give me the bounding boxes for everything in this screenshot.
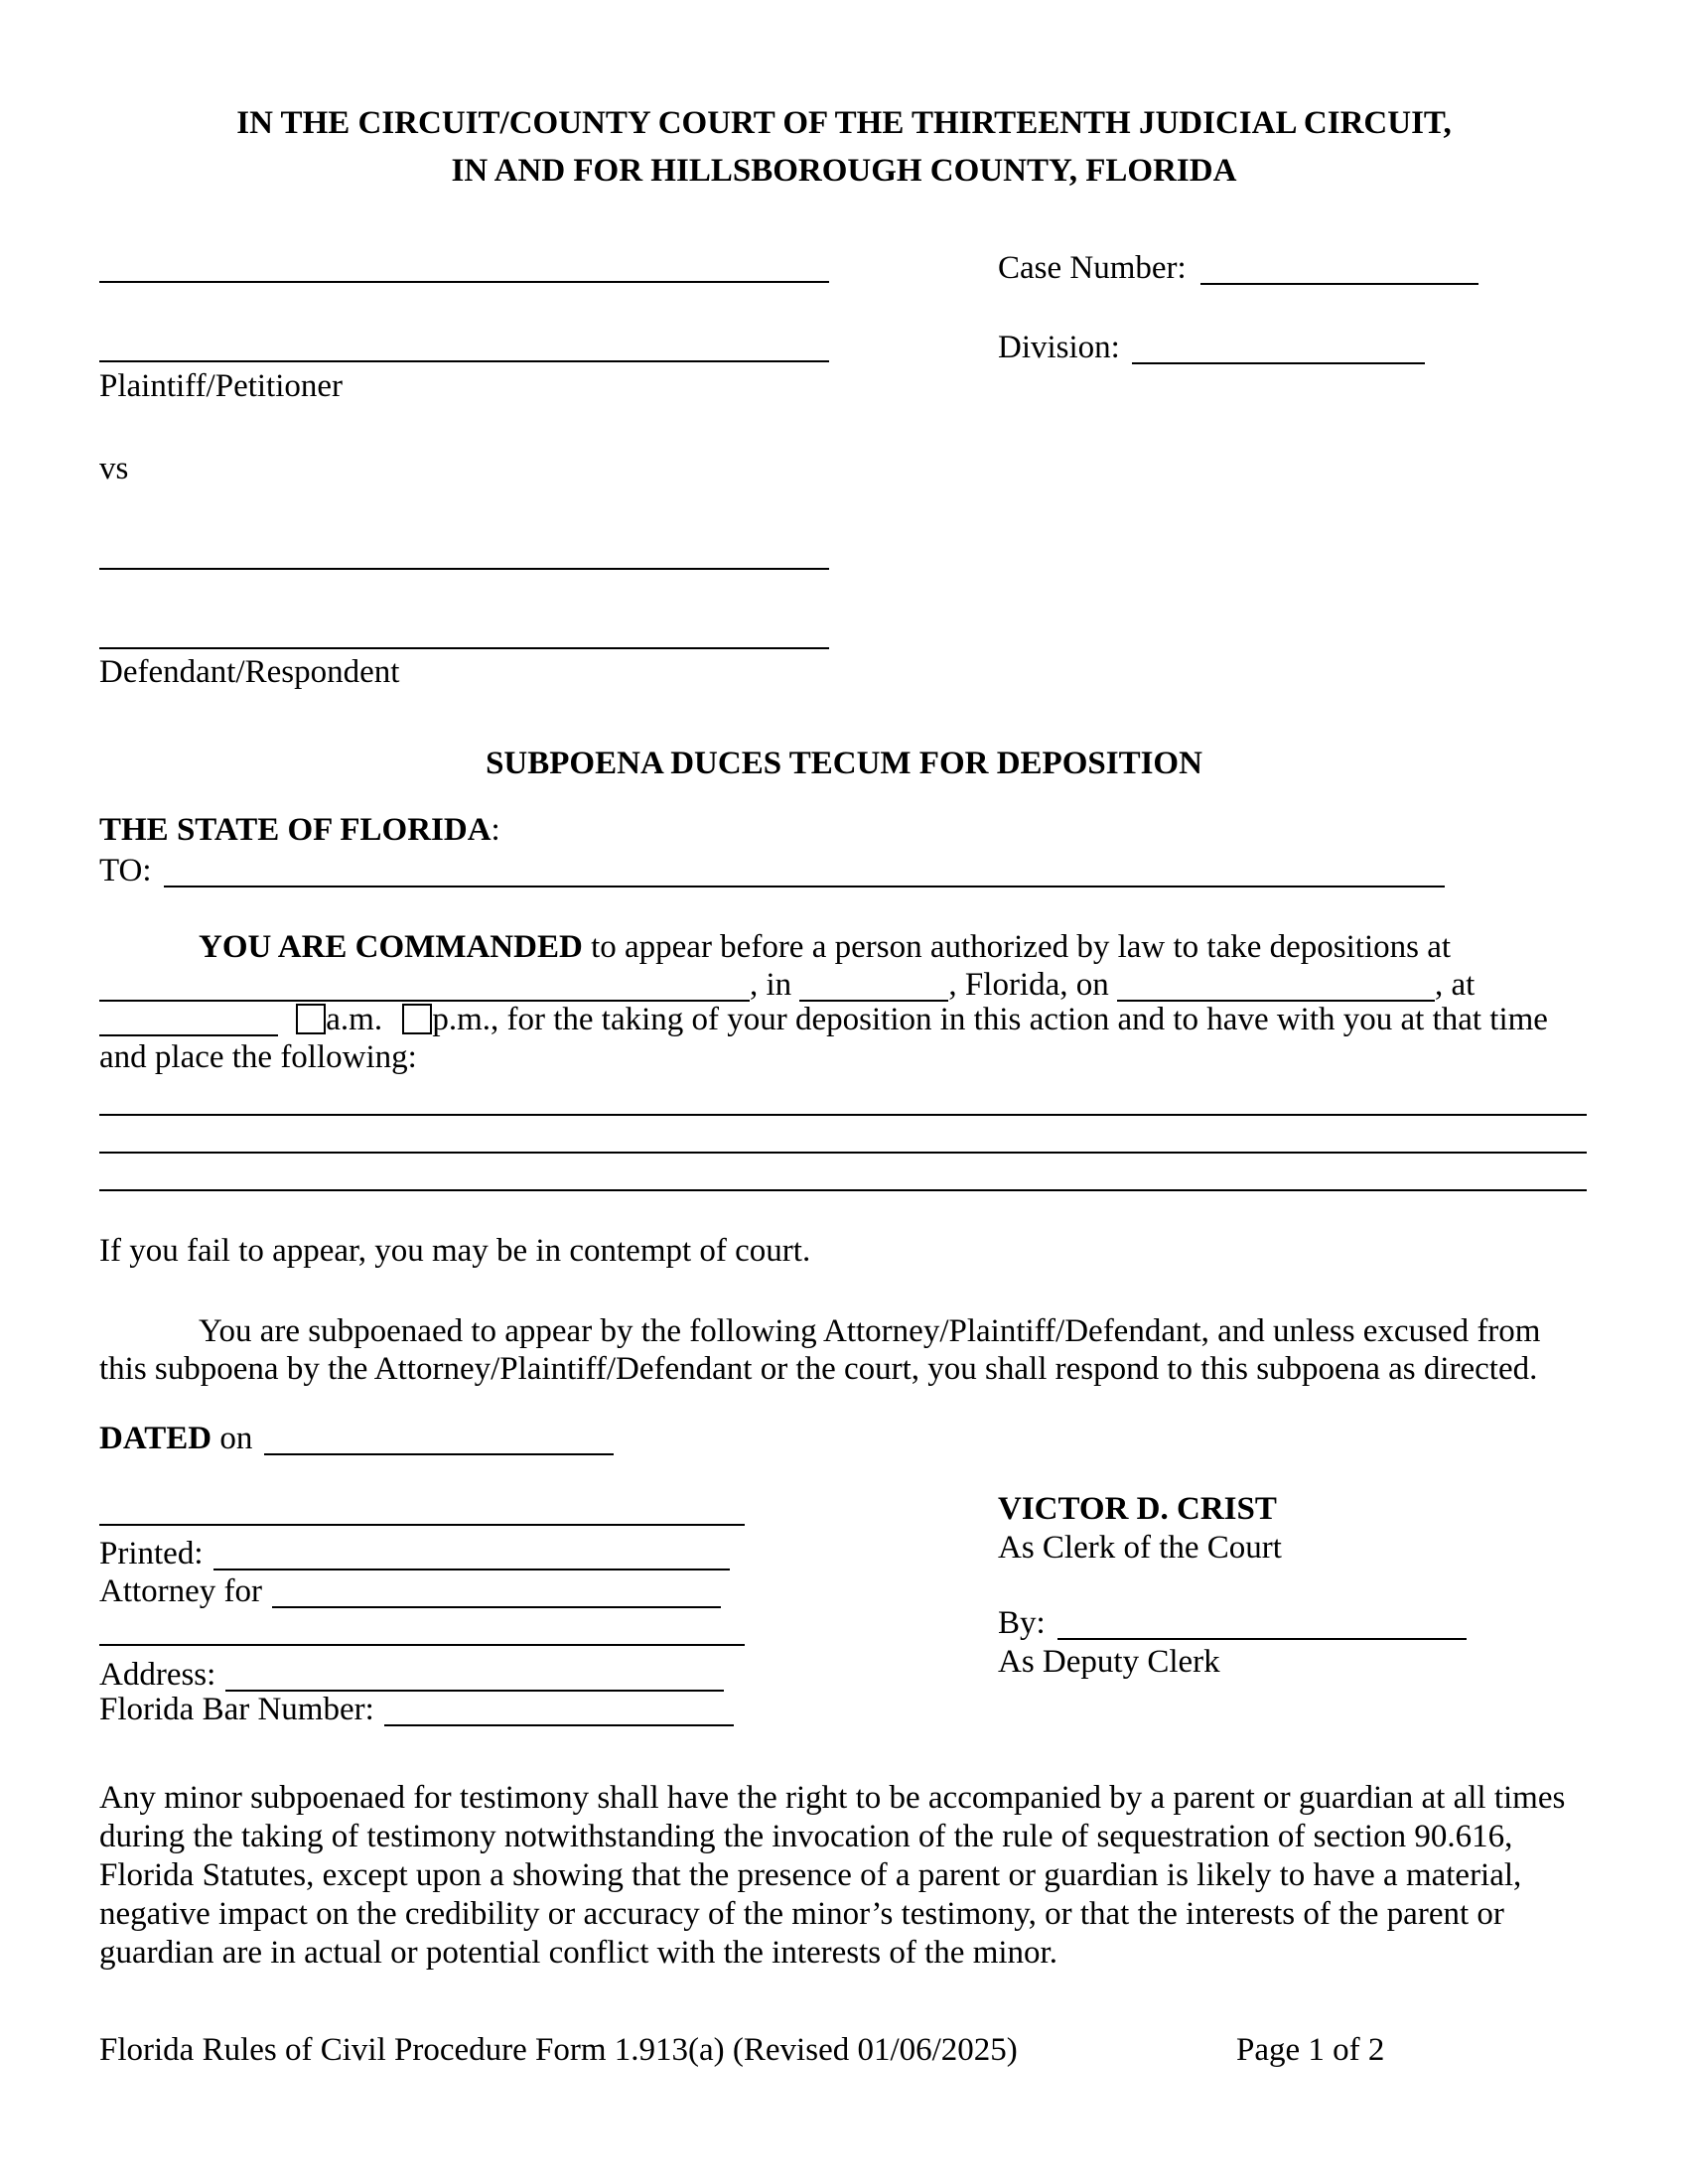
- am-checkbox[interactable]: [296, 1004, 326, 1034]
- minor-notice-line: negative impact on the credibility or accuracy of the minor’s testimony, or that the interests of the parent or: [99, 1896, 1504, 1932]
- pm-label-text: p.m., for the taking of your deposition in this action and to have with you at that time: [432, 1002, 1548, 1037]
- plaintiff-petitioner-label: Plaintiff/Petitioner: [99, 368, 344, 404]
- dated-date-field[interactable]: [264, 1426, 614, 1455]
- pm-checkbox[interactable]: [402, 1004, 432, 1034]
- bar-number-row: [99, 1691, 734, 1728]
- defendant-respondent-label: Defendant/Respondent: [99, 654, 400, 690]
- description-line-2-field[interactable]: [99, 1152, 1587, 1154]
- division-row: [998, 329, 1425, 366]
- defendant-name-line-2-field[interactable]: [99, 647, 829, 649]
- commanded-bold-text: YOU ARE COMMANDED: [199, 929, 583, 965]
- court-header: [0, 99, 1688, 195]
- case-number-row: [998, 249, 1478, 287]
- florida-on-text: , Florida, on: [948, 967, 1109, 1003]
- address-line-1-field[interactable]: [99, 1644, 745, 1646]
- by-label: By:: [998, 1605, 1046, 1641]
- form-title: SUBPOENA DUCES TECUM FOR DEPOSITION: [486, 746, 1202, 781]
- address-field[interactable]: [225, 1662, 724, 1692]
- subpoenaed-paragraph-line-1: You are subpoenaed to appear by the following Attorney/Plaintiff/Defendant, and unless excused from: [199, 1313, 1541, 1349]
- deposition-date-field[interactable]: [1117, 972, 1435, 1002]
- dated-on-text: on: [219, 1421, 253, 1456]
- description-line-3-field[interactable]: [99, 1189, 1587, 1191]
- deputy-signature-field[interactable]: [1057, 1610, 1467, 1640]
- and-place-text: and place the following:: [99, 1039, 417, 1075]
- minor-notice-line: during the taking of testimony notwithstanding the invocation of the rule of sequestration of section 90.616,: [99, 1819, 1513, 1854]
- at-text: , at: [1435, 967, 1476, 1003]
- case-number-label: Case Number:: [998, 250, 1187, 286]
- deputy-clerk-title: As Deputy Clerk: [998, 1644, 1220, 1680]
- division-field[interactable]: [1132, 335, 1425, 364]
- to-label: TO:: [99, 853, 152, 888]
- minor-notice-line: Any minor subpoenaed for testimony shall have the right to be accompanied by a parent or guardian at all times: [99, 1780, 1566, 1816]
- state-of-florida-heading: THE STATE OF FLORIDA:: [99, 812, 500, 848]
- attorney-for-row: [99, 1572, 721, 1610]
- to-row: [99, 852, 1445, 889]
- bar-number-field[interactable]: [384, 1697, 734, 1726]
- bar-number-label: Florida Bar Number:: [99, 1692, 374, 1727]
- in-text: , in: [750, 967, 792, 1003]
- deposition-time-field[interactable]: [99, 1007, 278, 1036]
- minor-notice-line: guardian are in actual or potential conflict with the interests of the minor.: [99, 1935, 1057, 1971]
- commanded-line-1: [199, 928, 1451, 966]
- attorney-signature-field[interactable]: [99, 1524, 745, 1526]
- minor-notice-paragraph: [99, 1779, 1565, 1973]
- am-label: a.m.: [326, 1002, 383, 1037]
- footer-form-citation: Florida Rules of Civil Procedure Form 1.913(a) (Revised 01/06/2025): [99, 2032, 1018, 2068]
- plaintiff-name-line-1-field[interactable]: [99, 281, 829, 283]
- case-number-field[interactable]: [1200, 255, 1478, 285]
- description-line-1-field[interactable]: [99, 1114, 1587, 1116]
- by-row: [998, 1604, 1467, 1642]
- court-header-line-1: IN THE CIRCUIT/COUNTY COURT OF THE THIRTEENTH JUDICIAL CIRCUIT,: [236, 105, 1452, 141]
- state-colon: :: [491, 812, 500, 848]
- clerk-name: VICTOR D. CRIST: [998, 1491, 1277, 1527]
- subpoenaed-paragraph-line-2: this subpoena by the Attorney/Plaintiff/Defendant or the court, you shall respond to this subpoena as directed.: [99, 1351, 1538, 1387]
- vs-label: vs: [99, 451, 129, 486]
- dated-label: DATED: [99, 1421, 212, 1456]
- address-label: Address:: [99, 1657, 216, 1693]
- commanded-rest-text: to appear before a person authorized by law to take depositions at: [591, 929, 1452, 965]
- court-header-line-2: IN AND FOR HILLSBOROUGH COUNTY, FLORIDA: [451, 153, 1237, 189]
- contempt-warning-text: If you fail to appear, you may be in contempt of court.: [99, 1233, 811, 1269]
- clerk-title: As Clerk of the Court: [998, 1530, 1282, 1566]
- printed-row: [99, 1535, 730, 1572]
- dated-row: [99, 1420, 614, 1457]
- attorney-for-field[interactable]: [272, 1578, 721, 1608]
- deposition-location-field[interactable]: [99, 972, 750, 1002]
- address-row: [99, 1656, 724, 1694]
- attorney-for-label: Attorney for: [99, 1573, 263, 1609]
- minor-notice-line: Florida Statutes, except upon a showing that the presence of a parent or guardian is likely to have a material,: [99, 1857, 1522, 1893]
- division-label: Division:: [998, 330, 1120, 365]
- to-field[interactable]: [164, 858, 1445, 887]
- defendant-name-line-1-field[interactable]: [99, 568, 829, 570]
- commanded-line-3: [99, 1001, 1548, 1038]
- printed-name-field[interactable]: [213, 1541, 730, 1570]
- printed-label: Printed:: [99, 1536, 204, 1571]
- footer-page-number: Page 1 of 2: [1236, 2032, 1385, 2068]
- deposition-city-field[interactable]: [799, 972, 948, 1002]
- commanded-line-2: [99, 966, 1475, 1004]
- plaintiff-name-line-2-field[interactable]: [99, 360, 829, 362]
